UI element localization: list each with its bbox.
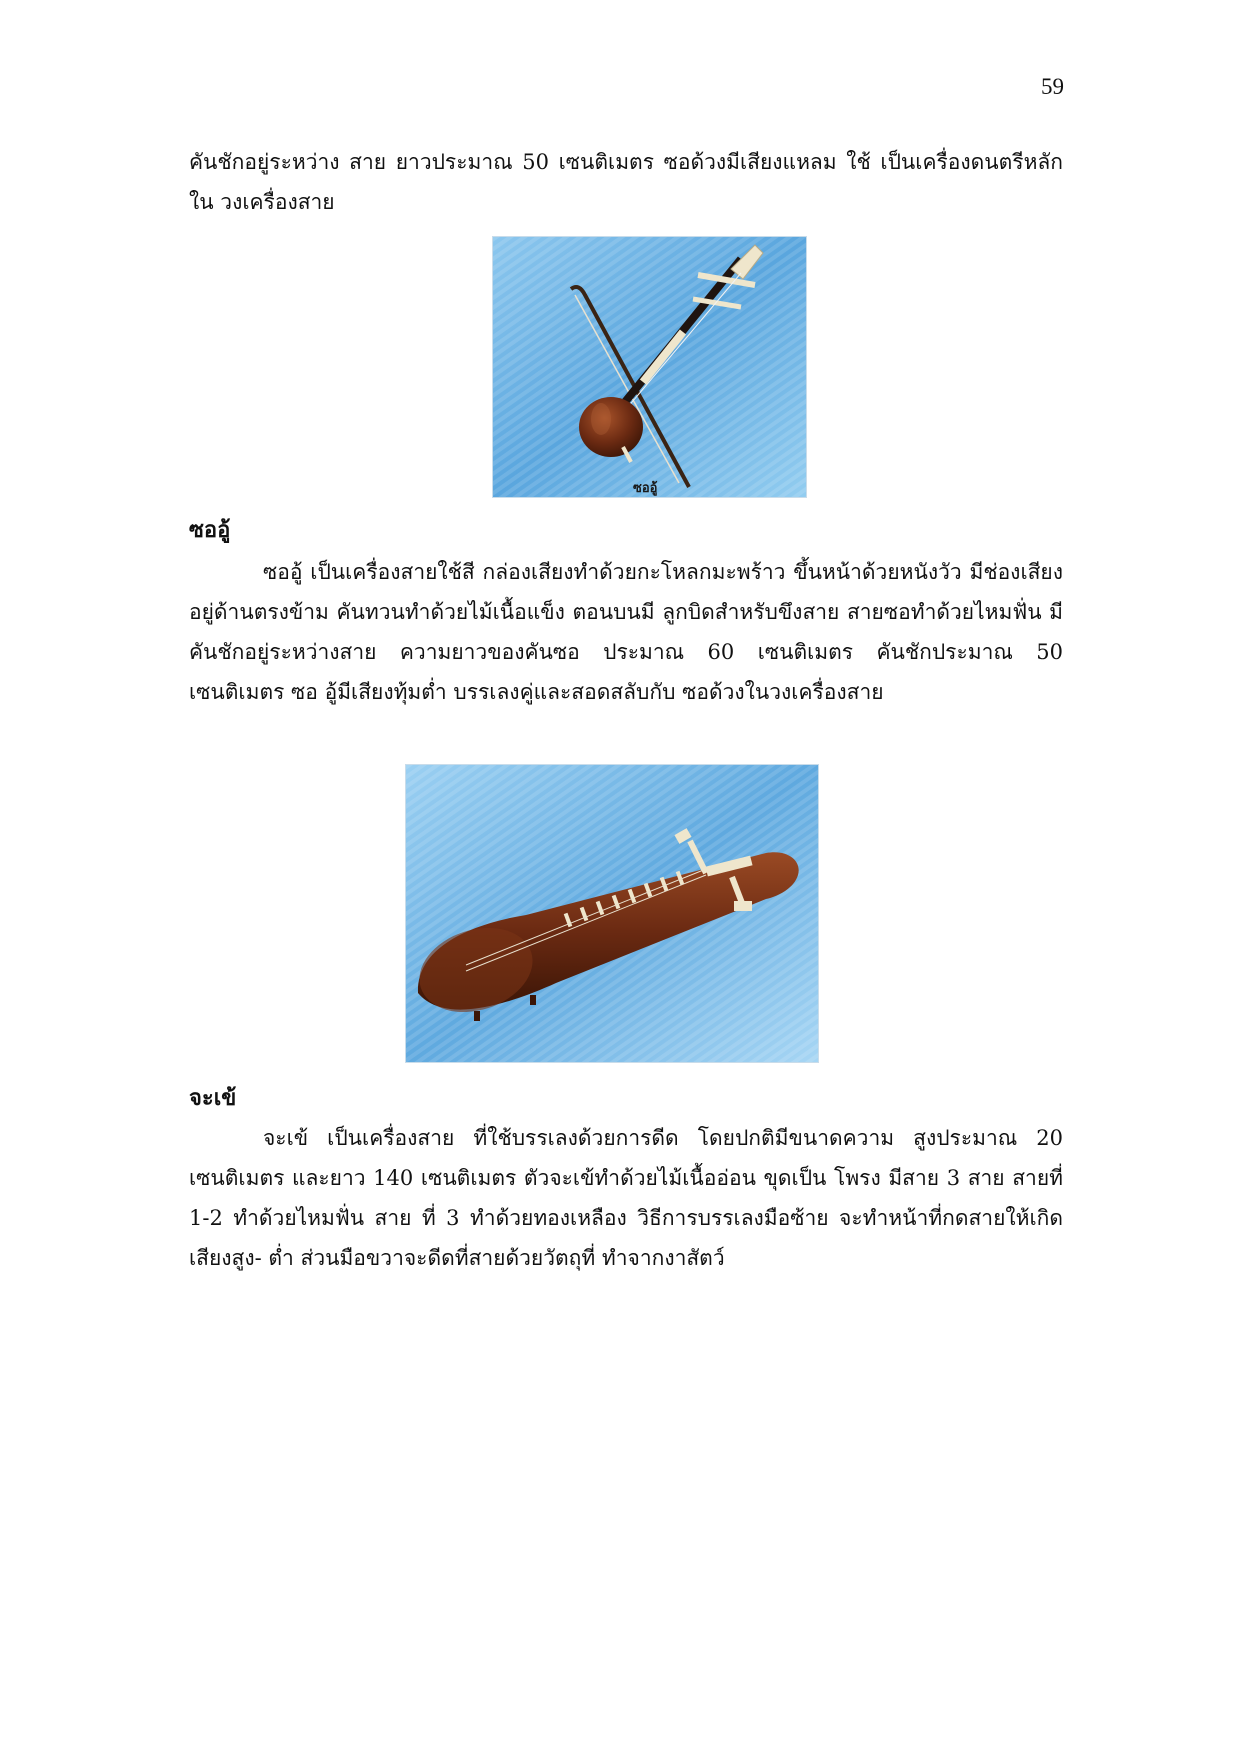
- page-number: 59: [1041, 74, 1064, 99]
- jakhe-photo: [405, 764, 819, 1063]
- so-u-photo: [492, 236, 807, 498]
- jakhe-illustration: [406, 765, 818, 1062]
- jakhe-heading: จะเข้: [189, 1085, 237, 1111]
- so-u-illustration: [493, 237, 806, 497]
- so-u-paragraph: ซออู้ เป็นเครื่องสายใช้สี กล่องเสียงทำด้วยกะโหลกมะพร้าว ขึ้นหน้าด้วยหนังวัว มีช่องเสียงอยู่ด้านตรงข้าม คันทวนทำด้วยไม้เนื้อแข็ง ตอนบนมี ลูกบิดสำหรับขึงสาย สายซอทำด้วยไหมฟั่น มีคันชักอยู่ระหว่างสาย ความยาวของคันซอ ประมาณ 60 เซนติเมตร คันชักประมาณ 50 เซนติเมตร ซอ อู้มีเสียงทุ้มต่ำ บรรเลงคู่และสอดสลับกับ ซอด้วงในวงเครื่องสาย: [189, 560, 1063, 704]
- so-u-image-caption: ซออู้: [633, 481, 658, 496]
- so-u-heading: ซออู้: [189, 517, 231, 543]
- intro-paragraph: คันชักอยู่ระหว่าง สาย ยาวประมาณ 50 เซนติเมตร ซอด้วงมีเสียงแหลม ใช้ เป็นเครื่องดนตรีหลักใน วงเครื่องสาย: [189, 150, 1063, 214]
- jakhe-paragraph: จะเข้ เป็นเครื่องสาย ที่ใช้บรรเลงด้วยการดีด โดยปกติมีขนาดความ สูงประมาณ 20 เซนติเมตร และยาว 140 เซนติเมตร ตัวจะเข้ทำด้วยไม้เนื้ออ่อน ขุดเป็น โพรง มีสาย 3 สาย สายที่ 1-2 ทำด้วยไหมฟั่น สาย ที่ 3 ทำด้วยทองเหลือง วิธีการบรรเลงมือซ้าย จะทำหน้าที่กดสายให้เกิดเสียงสูง- ต่ำ ส่วนมือขวาจะดีดที่สายด้วยวัตถุที่ ทำจากงาสัตว์: [189, 1126, 1063, 1270]
